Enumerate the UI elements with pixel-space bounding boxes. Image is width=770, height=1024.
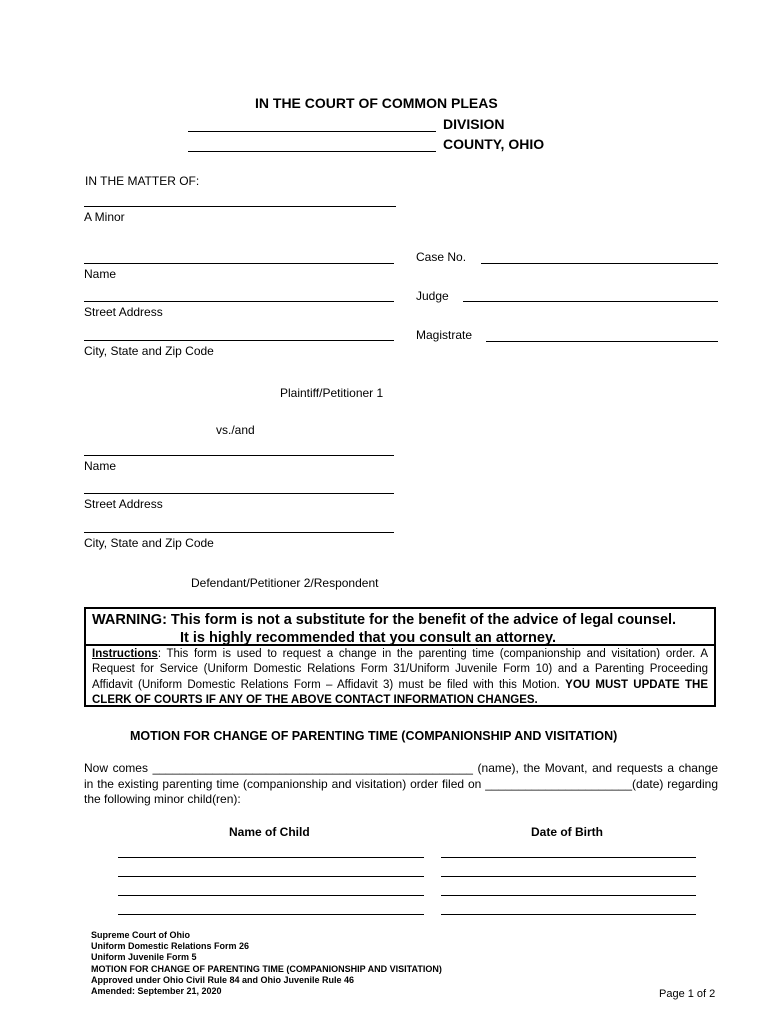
footer-line-6: Amended: September 21, 2020 [91, 986, 222, 997]
name-of-child-header: Name of Child [229, 825, 310, 839]
motion-para-end: (date) regarding the following minor child(ren): [84, 776, 718, 806]
instructions-label: Instructions [92, 648, 158, 660]
date-of-birth-header: Date of Birth [531, 825, 603, 839]
court-title: IN THE COURT OF COMMON PLEAS [255, 95, 498, 111]
warning-header [86, 609, 714, 646]
child-name-field-3[interactable] [118, 895, 424, 896]
instructions-body: : This form is used to request a change in the parenting time (companionship and visitation) order. A Request for Service (Uniform Domestic Relations Form 31/Uniform Juvenile Form 10) and a Parenting Proceeding Affidavit (Uniform Domestic Relations Form – Affidavit 3) must be filed with this Motion. [92, 648, 708, 691]
petitioner1-city-field[interactable] [84, 340, 394, 358]
division-label: DIVISION [443, 116, 505, 132]
petitioner2-street-label: Street Address [84, 497, 163, 511]
county-field[interactable] [188, 151, 436, 152]
motion-paragraph [84, 761, 718, 808]
petitioner1-role: Plaintiff/Petitioner 1 [280, 386, 384, 400]
case-no-label: Case No. [416, 250, 467, 264]
petitioner2-street-field[interactable] [84, 493, 394, 511]
motion-para-mid: (name), the Movant, and requests a change in the existing parenting time (companionship and visitation) order filed on [84, 761, 718, 791]
child-name-field-4[interactable] [118, 914, 424, 915]
movant-name-field[interactable]: ________________________________________________ [152, 761, 473, 775]
instructions-text [86, 646, 714, 709]
petitioner2-role: Defendant/Petitioner 2/Respondent [191, 576, 379, 590]
magistrate-field[interactable] [486, 341, 718, 342]
order-date-field[interactable]: ______________________ [485, 776, 633, 791]
warning-line1: WARNING: This form is not a substitute for the benefit of the advice of legal counsel. [92, 612, 677, 628]
petitioner1-city-label: City, State and Zip Code [84, 344, 214, 358]
footer-line-4: MOTION FOR CHANGE OF PARENTING TIME (COMPANIONSHIP AND VISITATION) [91, 963, 442, 974]
versus-label: vs./and [216, 423, 255, 437]
child-name-field-1[interactable] [118, 857, 424, 858]
petitioner2-name-field[interactable] [84, 455, 394, 473]
form-footer [91, 930, 442, 997]
case-no-field[interactable] [481, 263, 718, 264]
child-dob-field-4[interactable] [441, 914, 696, 915]
division-field[interactable] [188, 131, 436, 132]
petitioner1-name-field[interactable] [84, 263, 394, 281]
child-dob-field-1[interactable] [441, 857, 696, 858]
footer-line-3: Uniform Juvenile Form 5 [91, 952, 197, 963]
footer-line-2: Uniform Domestic Relations Form 26 [91, 941, 250, 952]
magistrate-label: Magistrate [416, 328, 473, 342]
petitioner1-street-field[interactable] [84, 301, 394, 319]
petitioner2-name-label: Name [84, 459, 117, 473]
instructions-notice: YOU MUST UPDATE THE CLERK OF COURTS IF ANY OF THE ABOVE CONTACT INFORMATION CHANGES. [92, 678, 708, 707]
page-number: Page 1 of 2 [659, 988, 716, 1000]
motion-para-start: Now comes [84, 761, 153, 775]
judge-field[interactable] [463, 301, 718, 302]
county-label: COUNTY, OHIO [443, 136, 545, 152]
minor-field[interactable] [84, 206, 396, 224]
petitioner1-name-label: Name [84, 267, 117, 281]
minor-label: A Minor [84, 210, 125, 224]
warning-line2: It is highly recommended that you consult an attorney. [180, 630, 556, 646]
child-dob-field-2[interactable] [441, 876, 696, 877]
footer-line-1: Supreme Court of Ohio [91, 930, 190, 940]
in-the-matter-of-label: IN THE MATTER OF: [85, 174, 200, 188]
petitioner2-city-label: City, State and Zip Code [84, 536, 214, 550]
judge-label: Judge [416, 289, 449, 303]
footer-line-5: Approved under Ohio Civil Rule 84 and Ohio Juvenile Rule 46 [91, 974, 355, 985]
child-name-field-2[interactable] [118, 876, 424, 877]
warning-box [84, 607, 716, 707]
petitioner1-street-label: Street Address [84, 305, 163, 319]
child-dob-field-3[interactable] [441, 895, 696, 896]
petitioner2-city-field[interactable] [84, 532, 394, 550]
motion-title: MOTION FOR CHANGE OF PARENTING TIME (COMPANIONSHIP AND VISITATION) [130, 729, 618, 743]
